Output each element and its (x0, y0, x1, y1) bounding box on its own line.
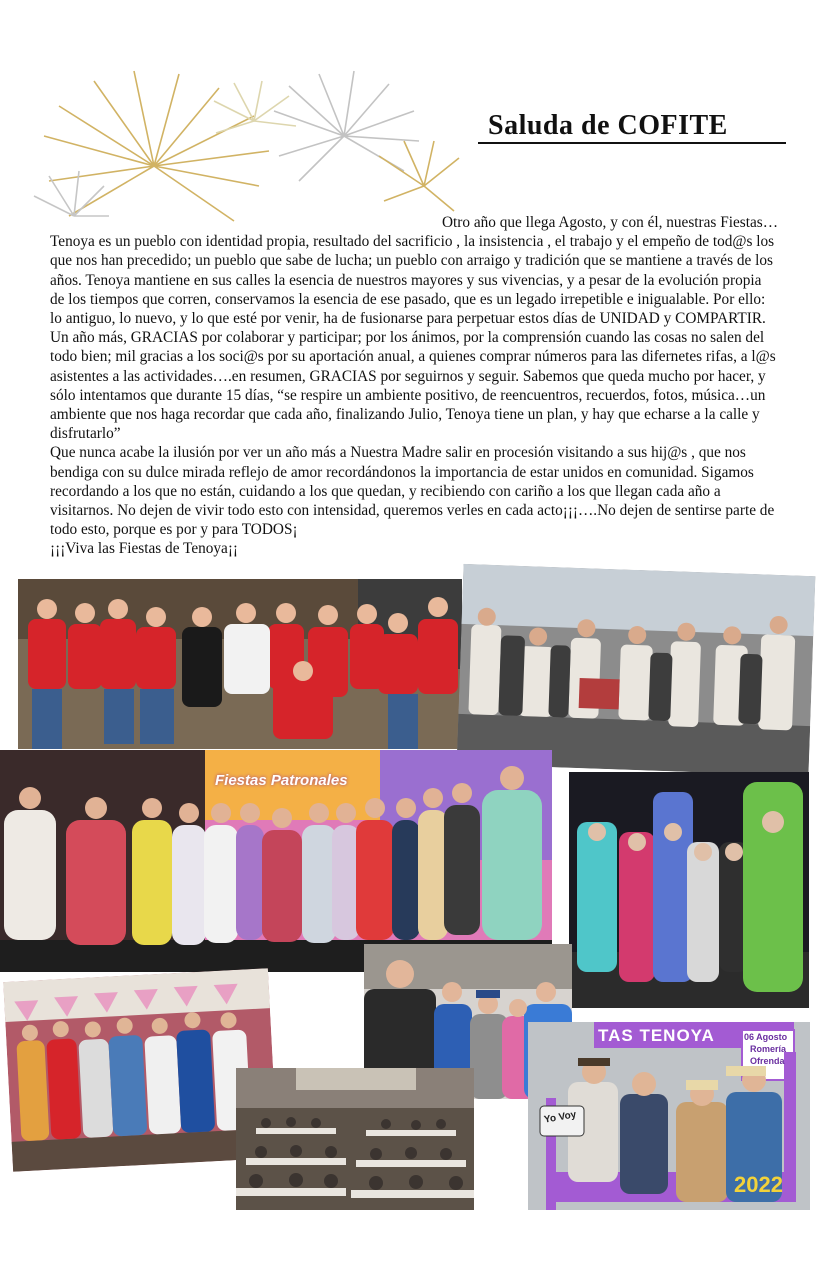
frame-date-text: 06 Agosto (744, 1032, 788, 1042)
photo-group-red-shirts (18, 579, 462, 749)
letter-paragraph: Otro año que llega Agosto, y con él, nuestras Fiestas… (441, 214, 778, 231)
frame-line1-text: Romería (750, 1044, 787, 1054)
letter-body (50, 213, 778, 559)
photo-carnival (569, 772, 809, 1008)
photo-dining-hall (236, 1068, 474, 1210)
letter-paragraph: Un año más, GRACIAS por colaborar y participar; por los ánimos, por la comprensión cuando las cosas no salen del todo bien; mil gracias a los soci@s por su aportación anual, a quienes comprar números para las difernetes rifas, a l@s asistentes a las actividades….en resumen, GRACIAS por seguirnos y seguir. Sabemos que queda mucho por hacer, y sólo intentamos que durante 15 días, “se respire un ambiente positivo, de reencuentros, recuerdos, fotos, música…un ambiente que nos haga recordar que cada año, finalizando Julio, Tenoya tiene un plan, y hay que echarse a la calle y disfrutarlo” (50, 329, 776, 443)
frame-line2-text: Ofrenda (750, 1056, 785, 1066)
letter-paragraph: Tenoya es un pueblo con identidad propia, resultado del sacrificio , la insistencia , el trabajo y el empeño de tod@s los que nos han precedido; un pueblo que sabe de lucha; un pueblo con arraigo y tradición que se mantiene a través de los años. Tenoya mantiene en sus calles la esencia de nuestros mayores y sus vivencias, y a pesar de la evolución propia de los tiempos que corren, conservamos la esencia de ese pasado, que es un legado irrepetible e inigualable. Por ello: lo antiguo, lo nuevo, y lo que esté por venir, ha de fusionarse para perpetuar estos días de UNIDAD y COMPARTIR. (50, 233, 775, 328)
page-title: Saluda de COFITE (478, 110, 786, 144)
frame-title-text: TAS TENOYA (598, 1026, 715, 1045)
frame-sign-text: Yo Voy (543, 1109, 578, 1126)
photo-stage-gowns (0, 750, 552, 972)
photo-frame-2022 (528, 1022, 810, 1210)
frame-year-text: 2022 (734, 1172, 783, 1197)
stage-banner-text: Fiestas Patronales (215, 772, 348, 789)
photo-traditional-group (457, 564, 816, 776)
letter-paragraph: Que nunca acabe la ilusión por ver un año más a Nuestra Madre salir en procesión visitando a sus hij@s , que nos bendiga con su dulce mirada reflejo de amor recordándonos la importancia de estar unidos en comunidad. Sigamos recordando a los que no están, cuidando a los que quedan, y recibiendo con cariño a los que llegan cada año a visitarnos. No dejen de vivir todo esto con intensidad, queremos verles en cada acto¡¡¡….No dejen de sentirse parte de todo esto, porque es por y para TODOS¡ (50, 444, 775, 539)
letter-paragraph: ¡¡¡Viva las Fiestas de Tenoya¡¡ (50, 540, 239, 558)
